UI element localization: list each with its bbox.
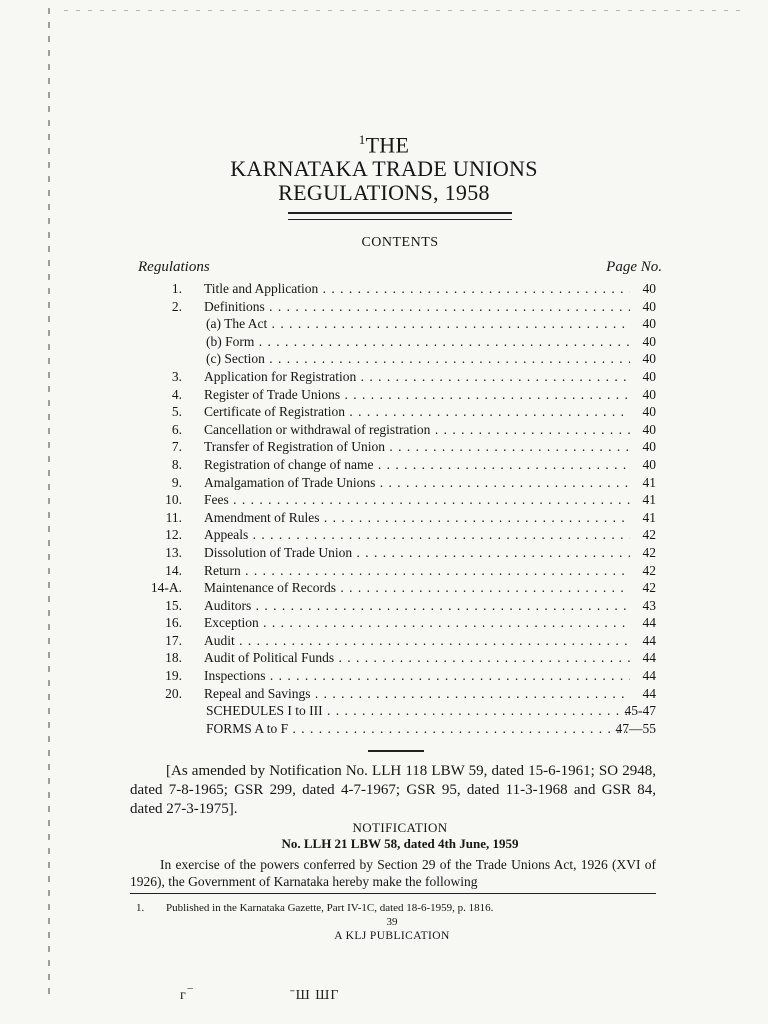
toc-title: Inspections . . . — [204, 667, 630, 685]
toc-page: 41 — [642, 509, 656, 525]
toc-number: 18. — [165, 650, 182, 666]
toc-title: Amendment of Rules . . . — [204, 509, 630, 527]
toc-page: 40 — [642, 421, 656, 437]
notification-heading: NOTIFICATION — [352, 820, 448, 835]
toc-title: FORMS A to F . . . — [206, 720, 630, 738]
toc-page: 40 — [642, 368, 656, 384]
toc-page: 40 — [642, 333, 656, 349]
toc-row — [130, 315, 660, 333]
toc-page: 40 — [642, 386, 656, 402]
toc-number: 20. — [165, 685, 182, 701]
publisher-label: A KLJ PUBLICATION — [334, 930, 450, 942]
toc-row — [130, 491, 660, 509]
toc-number: 5. — [171, 404, 182, 420]
toc-row — [130, 649, 660, 667]
footnote-number: 1. — [136, 902, 145, 914]
toc-number: 13. — [165, 544, 182, 560]
toc-page: 42 — [642, 580, 656, 596]
toc-number: 2. — [171, 298, 182, 314]
toc-number: 8. — [171, 456, 182, 472]
toc-page: 44 — [642, 650, 656, 666]
toc-page: 40 — [642, 456, 656, 472]
document-title — [0, 128, 768, 205]
toc-row — [130, 333, 660, 351]
toc-row — [130, 685, 660, 703]
toc-title: Amalgamation of Trade Unions . . . — [204, 474, 630, 492]
section-divider — [368, 750, 424, 752]
toc-number: 14-A. — [150, 580, 182, 596]
toc-page: 40 — [642, 404, 656, 420]
toc-number: 14. — [165, 562, 182, 578]
toc-page: 40 — [642, 351, 656, 367]
toc-title: Return . . . — [204, 562, 630, 580]
contents-heading: CONTENTS — [361, 235, 439, 250]
toc-number: 3. — [171, 368, 182, 384]
footnote-divider — [130, 893, 656, 894]
toc-title: Appeals . . . — [204, 526, 630, 544]
footnote-text: Published in the Karnataka Gazette, Part IV-1C, dated 18-6-1959, p. 1816. — [166, 902, 494, 914]
toc-page: 44 — [642, 668, 656, 684]
toc-row — [130, 632, 660, 650]
toc-page: 44 — [642, 615, 656, 631]
toc-page: 45-47 — [624, 703, 656, 719]
notification-body: In exercise of the powers conferred by Section 29 of the Trade Unions Act, 1926 (XVI of 1926), the Government of Karnataka hereby make the following — [130, 857, 656, 889]
toc-title: SCHEDULES I to III . . . — [206, 702, 630, 720]
toc-row — [130, 702, 660, 720]
toc-title: Title and Application . . . — [204, 280, 630, 298]
toc-page: 40 — [642, 281, 656, 296]
toc-page: 42 — [642, 544, 656, 560]
toc-title: Register of Trade Unions . . . — [204, 386, 630, 404]
toc-title: Application for Registration . . . — [204, 368, 630, 386]
toc-page: 41 — [642, 492, 656, 508]
toc-title: (a) The Act . . . — [206, 315, 630, 333]
scan-edge-top — [64, 10, 744, 11]
toc-row — [130, 386, 660, 404]
toc-number: 12. — [165, 527, 182, 543]
title-line-1 — [0, 128, 768, 157]
table-of-contents — [130, 280, 660, 737]
title-divider — [288, 212, 512, 220]
toc-title: Dissolution of Trade Union . . . — [204, 544, 630, 562]
toc-page: 40 — [642, 439, 656, 455]
toc-page: 42 — [642, 527, 656, 543]
toc-title: Auditors . . . — [204, 597, 630, 615]
title-line-3: REGULATIONS, 1958 — [278, 180, 490, 206]
toc-title: Audit of Political Funds . . . — [204, 649, 630, 667]
toc-title: Exception . . . — [204, 614, 630, 632]
toc-row — [130, 614, 660, 632]
scan-artifact: ˉШ ШГ — [290, 988, 340, 1003]
toc-page: 40 — [642, 316, 656, 332]
toc-row — [130, 421, 660, 439]
toc-number: 4. — [171, 386, 182, 402]
toc-page: 41 — [642, 474, 656, 490]
title-line-2: KARNATAKA TRADE UNIONS — [230, 156, 538, 182]
toc-row — [130, 403, 660, 421]
toc-number: 10. — [165, 492, 182, 508]
toc-number: 9. — [171, 474, 182, 490]
toc-title: Cancellation or withdrawal of registration . . . — [204, 421, 630, 439]
toc-number: 16. — [165, 615, 182, 631]
toc-page: 47—55 — [615, 720, 656, 736]
toc-page: 43 — [642, 597, 656, 613]
toc-number: 1. — [171, 281, 182, 296]
toc-title: Transfer of Registration of Union . . . — [204, 438, 630, 456]
page-no-column-header: Page No. — [606, 259, 662, 275]
toc-row — [130, 720, 660, 738]
toc-page: 42 — [642, 562, 656, 578]
toc-page: 44 — [642, 685, 656, 701]
toc-title: Repeal and Savings . . . — [204, 685, 630, 703]
notification-subheading: No. LLH 21 LBW 58, dated 4th June, 1959 — [281, 836, 519, 851]
footnote-marker: 1 — [358, 132, 366, 147]
toc-number: 19. — [165, 668, 182, 684]
toc-title: (b) Form . . . — [206, 333, 630, 351]
toc-number: 11. — [165, 509, 182, 525]
toc-row — [130, 562, 660, 580]
toc-row — [130, 456, 660, 474]
toc-row — [130, 350, 660, 368]
toc-title: Audit . . . — [204, 632, 630, 650]
toc-row — [130, 544, 660, 562]
toc-row — [130, 579, 660, 597]
toc-title: Definitions . . . — [204, 298, 630, 316]
toc-page: 44 — [642, 632, 656, 648]
toc-row — [130, 597, 660, 615]
toc-title: Certificate of Registration . . . — [204, 403, 630, 421]
toc-page: 40 — [642, 298, 656, 314]
footnote — [136, 902, 493, 914]
toc-number: 6. — [171, 421, 182, 437]
toc-row — [130, 667, 660, 685]
toc-row — [130, 509, 660, 527]
toc-row — [130, 474, 660, 492]
toc-title: Registration of change of name . . . — [204, 456, 630, 474]
toc-title: Maintenance of Records . . . — [204, 579, 630, 597]
regulations-column-header: Regulations — [138, 259, 210, 275]
toc-title: (c) Section . . . — [206, 350, 630, 368]
toc-row — [130, 298, 660, 316]
title-the: THE — [365, 132, 410, 158]
toc-number: 17. — [165, 632, 182, 648]
toc-row — [130, 526, 660, 544]
toc-title: Fees . . . — [204, 491, 630, 509]
toc-row — [130, 438, 660, 456]
toc-row — [130, 368, 660, 386]
toc-number: 7. — [171, 439, 182, 455]
scan-artifact: ᴦ‾ — [180, 988, 195, 1003]
toc-number: 15. — [165, 597, 182, 613]
amendment-note: [As amended by Notification No. LLH 118 LBW 59, dated 15-6-1961; SO 2948, dated 7-8-1965; GSR 299, dated 4-7-1967; GSR 95, dated 11-3-1968 and GSR 84, dated 27-3-1975]. — [130, 763, 656, 817]
page-number: 39 — [386, 916, 398, 928]
toc-row — [130, 280, 660, 298]
